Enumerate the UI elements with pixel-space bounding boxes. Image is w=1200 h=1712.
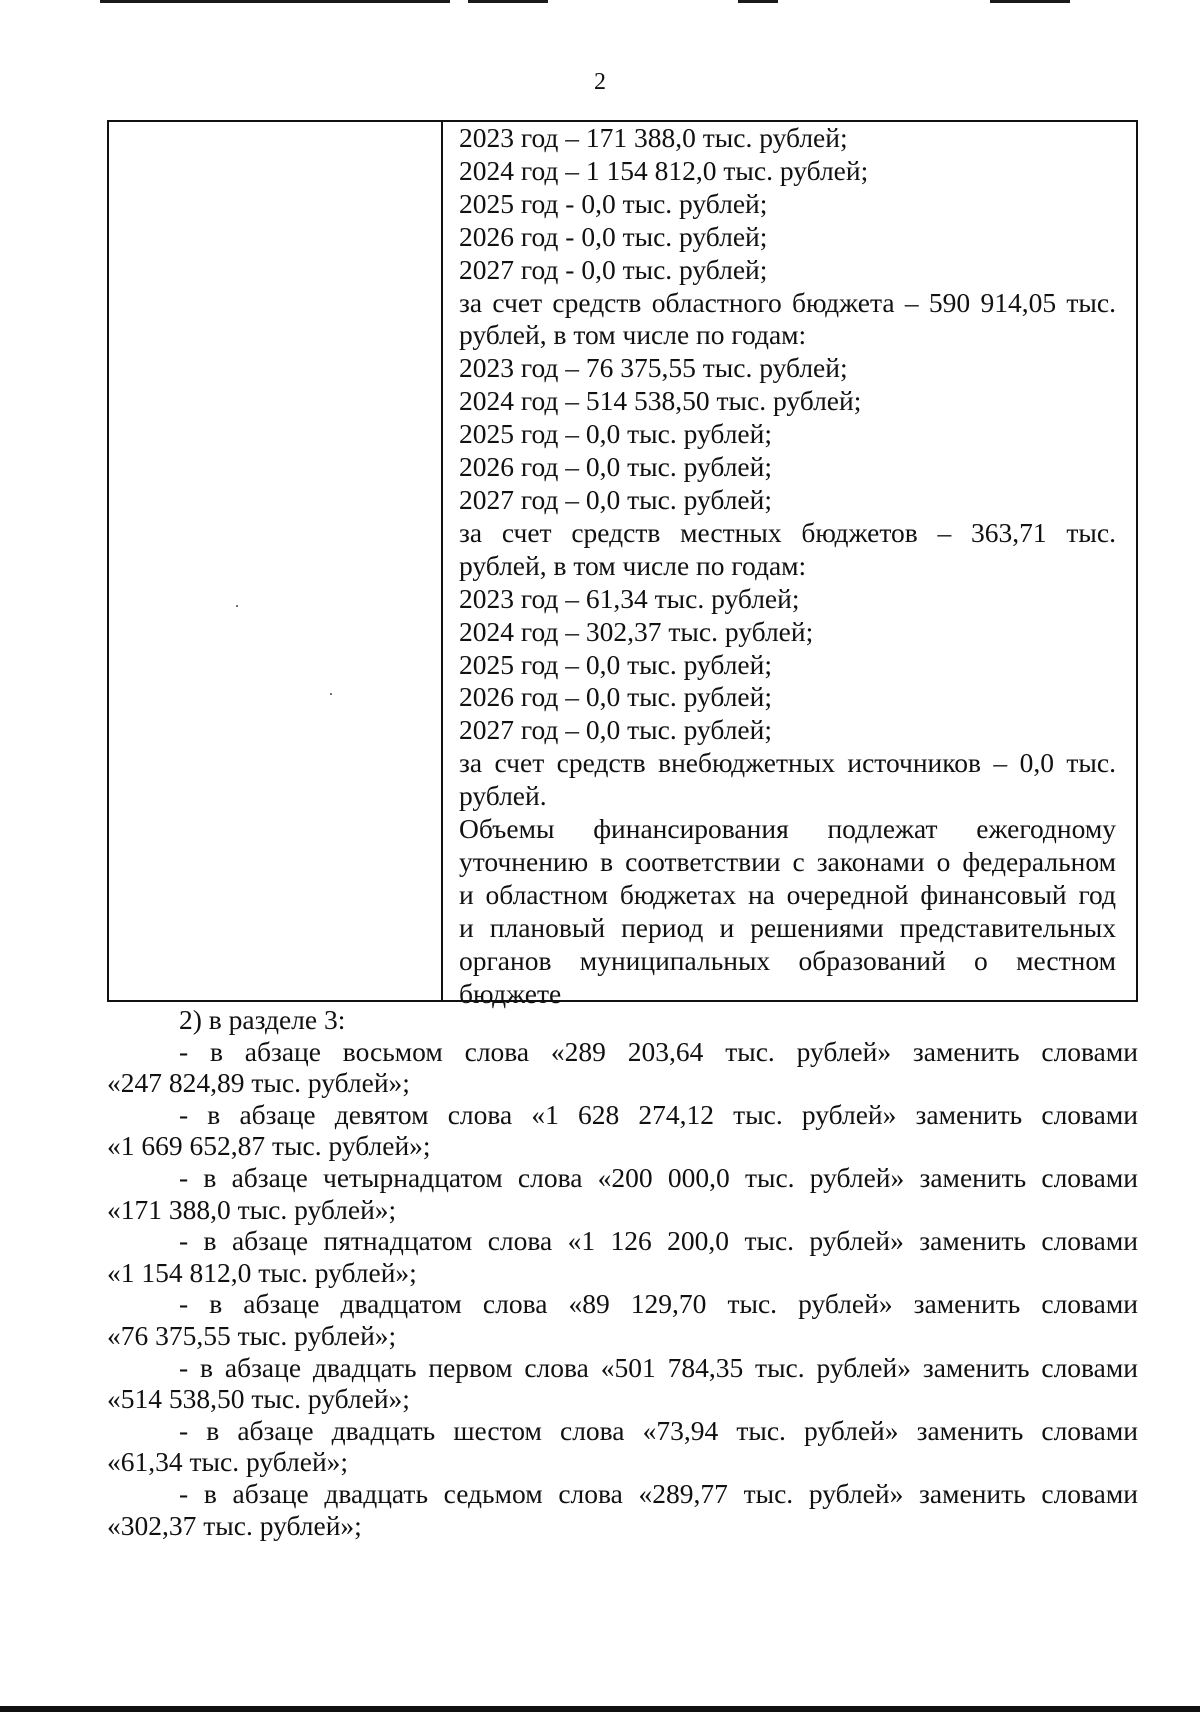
table-right-cell [443, 122, 1136, 1009]
table-line: 2025 год – 0,0 тыс. рублей; [459, 648, 772, 680]
table-line: рублей. [459, 780, 547, 812]
table-line: 2023 год – 61,34 тыс. рублей; [459, 582, 800, 614]
amendment-line: - в абзаце двадцатом слова «89 129,70 тыс. рублей» заменить словами [179, 1288, 1138, 1320]
table-line: органов муниципальных образований о местном [459, 944, 1116, 976]
scan-edge-line [0, 1706, 1200, 1712]
scan-edge-line [990, 0, 1070, 3]
table-line: и плановый период и решениями представительных [459, 911, 1116, 943]
amendment-line: - в абзаце двадцать седьмом слова «289,77 тыс. рублей» заменить словами [179, 1477, 1138, 1509]
table-line: 2025 год - 0,0 тыс. рублей; [459, 187, 768, 219]
table-line: и областном бюджетах на очередной финансовый год [459, 878, 1116, 910]
scan-edge-line [468, 0, 548, 3]
amendment-line: «171 388,0 тыс. рублей»; [107, 1193, 397, 1225]
amendment-line: - в абзаце девятом слова «1 628 274,12 тыс. рублей» заменить словами [179, 1098, 1138, 1130]
amendment-line: - в абзаце пятнадцатом слова «1 126 200,0 тыс. рублей» заменить словами [179, 1225, 1138, 1257]
table-line: 2024 год – 302,37 тыс. рублей; [459, 615, 814, 647]
amendment-line: «514 538,50 тыс. рублей»; [107, 1383, 410, 1415]
table-line: за счет средств внебюджетных источников – 0,0 тыс. [459, 747, 1116, 779]
scan-speck [236, 605, 238, 607]
scan-edge-line [100, 0, 450, 3]
table-line: 2023 год – 171 388,0 тыс. рублей; [459, 122, 848, 153]
table-line: Объемы финансирования подлежат ежегодному [459, 813, 1116, 845]
table-line: 2024 год – 1 154 812,0 тыс. рублей; [459, 154, 869, 186]
amendment-line: «1 154 812,0 тыс. рублей»; [107, 1256, 417, 1288]
amendment-line: - в абзаце восьмом слова «289 203,64 тыс. рублей» заменить словами [179, 1035, 1138, 1067]
amendment-line: - в абзаце двадцать первом слова «501 784,35 тыс. рублей» заменить словами [179, 1351, 1138, 1383]
scan-edge-line [738, 0, 778, 3]
amendment-line: «61,34 тыс. рублей»; [107, 1446, 349, 1478]
amendment-line: «247 824,89 тыс. рублей»; [107, 1067, 410, 1099]
amendment-line: «302,37 тыс. рублей»; [107, 1509, 362, 1541]
table-left-cell [109, 122, 443, 1000]
table-line: 2026 год – 0,0 тыс. рублей; [459, 681, 772, 713]
scan-speck [330, 693, 332, 695]
table-line: за счет средств местных бюджетов – 363,71 тыс. [459, 516, 1116, 548]
table-line: 2026 год – 0,0 тыс. рублей; [459, 451, 772, 483]
amendment-line: «1 669 652,87 тыс. рублей»; [107, 1130, 431, 1162]
amendment-line: - в абзаце двадцать шестом слова «73,94 тыс. рублей» заменить словами [179, 1414, 1138, 1446]
table-line: рублей, в том числе по годам: [459, 319, 807, 351]
table-line: 2027 год – 0,0 тыс. рублей; [459, 714, 772, 746]
section-heading: 2) в разделе 3: [179, 1004, 346, 1035]
table-line: 2027 год - 0,0 тыс. рублей; [459, 253, 768, 285]
amendments-text [107, 1004, 1138, 1541]
table-line: 2025 год – 0,0 тыс. рублей; [459, 418, 772, 450]
page-number: 2 [594, 69, 606, 95]
table-line: рублей, в том числе по годам: [459, 549, 807, 581]
table-line: бюджете [459, 977, 562, 1009]
table-line: за счет средств областного бюджета – 590 914,05 тыс. [459, 286, 1116, 318]
amendment-line: - в абзаце четырнадцатом слова «200 000,0 тыс. рублей» заменить словами [179, 1161, 1138, 1193]
amendment-line: «76 375,55 тыс. рублей»; [107, 1319, 397, 1351]
financing-table [107, 120, 1138, 1009]
table-line: 2024 год – 514 538,50 тыс. рублей; [459, 385, 862, 417]
table-line: 2023 год – 76 375,55 тыс. рублей; [459, 352, 848, 384]
table-line: уточнению в соответствии с законами о федеральном [459, 845, 1116, 877]
table-line: 2026 год - 0,0 тыс. рублей; [459, 220, 768, 252]
table-line: 2027 год – 0,0 тыс. рублей; [459, 483, 772, 515]
